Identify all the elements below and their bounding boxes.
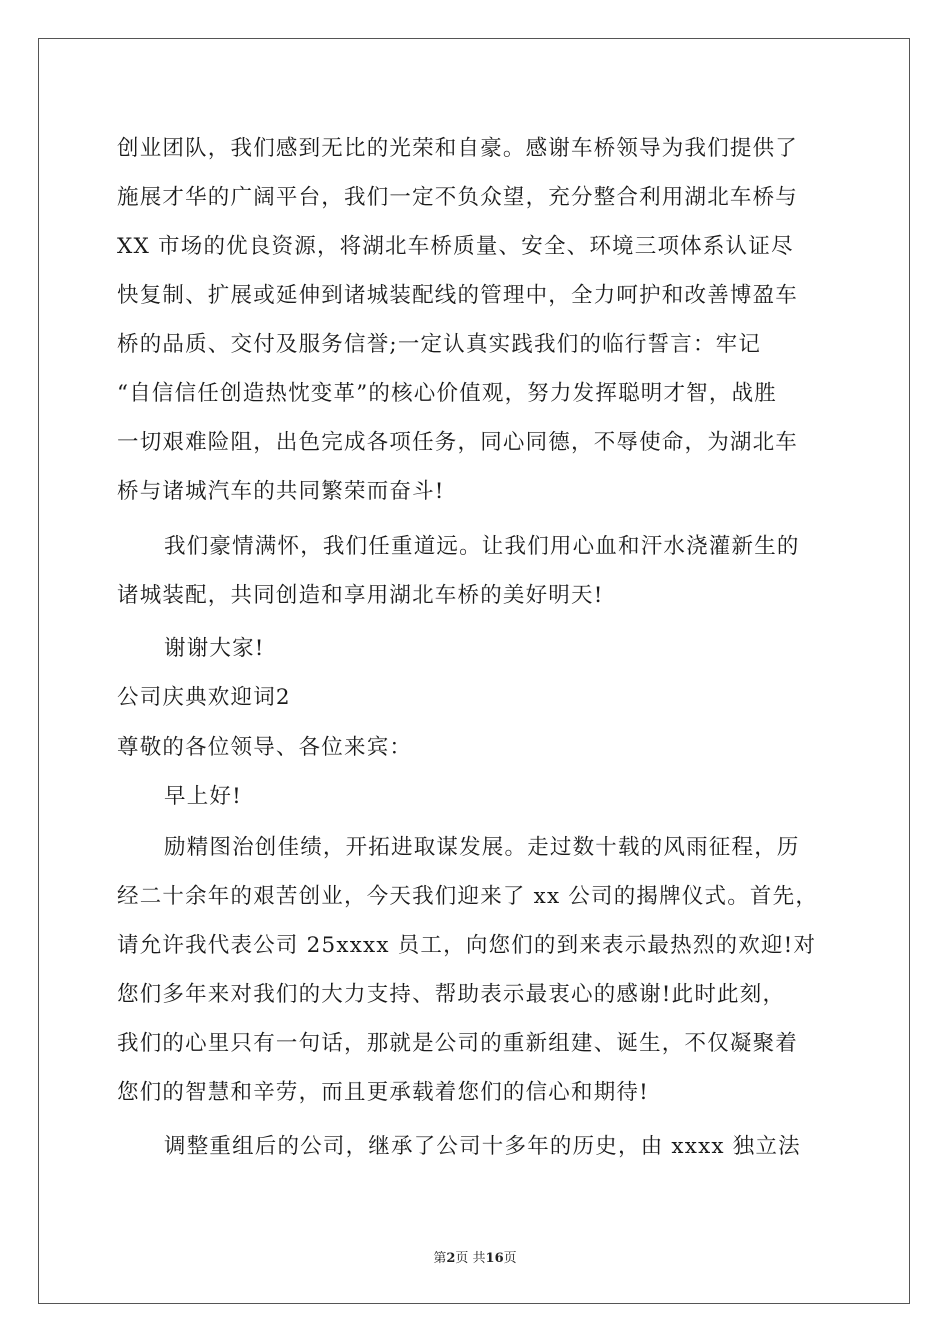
text-line: “自信信任创造热忱变革”的核心价值观，努力发挥聪明才智，战胜	[117, 381, 777, 406]
total-page-number: 16	[485, 1251, 504, 1266]
text-line: 我们豪情满怀，我们任重道远。让我们用心血和汗水浇灌新生的	[164, 534, 800, 559]
text-line: 施展才华的广阔平台，我们一定不负众望，充分整合利用湖北车桥与	[117, 185, 799, 210]
page-number-mid: 页 共	[455, 1251, 486, 1266]
current-page-number: 2	[446, 1251, 456, 1266]
text-line: 桥的品质、交付及服务信誉;一定认真实践我们的临行誓言：牢记	[117, 332, 762, 357]
text-line: 励精图治创佳绩，开拓进取谋发展。走过数十载的风雨征程，历	[164, 835, 800, 860]
salutation: 尊敬的各位领导、各位来宾：	[117, 735, 413, 760]
greeting: 早上好!	[164, 784, 242, 809]
page-number-prefix: 第	[433, 1251, 447, 1266]
text-line: 您们多年来对我们的大力支持、帮助表示最衷心的感谢!此时此刻，	[117, 982, 786, 1007]
text-line: 您们的智慧和辛劳，而且更承载着您们的信心和期待!	[117, 1080, 649, 1105]
text-line: 诸城装配，共同创造和享用湖北车桥的美好明天!	[117, 583, 604, 608]
section-heading: 公司庆典欢迎词2	[117, 685, 291, 710]
text-line: 请允许我代表公司 25xxxx 员工，向您们的到来表示最热烈的欢迎!对	[117, 933, 817, 958]
text-line: 快复制、扩展或延伸到诸城装配线的管理中，全力呵护和改善博盈车	[117, 283, 799, 308]
text-line: 调整重组后的公司，继承了公司十多年的历史，由 xxxx 独立法	[164, 1134, 801, 1159]
text-line: XX 市场的优良资源，将湖北车桥质量、安全、环境三项体系认证尽	[117, 234, 794, 259]
page-number-suffix: 页	[503, 1251, 517, 1266]
text-line: 谢谢大家!	[164, 636, 265, 661]
text-line: 桥与诸城汽车的共同繁荣而奋斗!	[117, 479, 445, 504]
text-line: 经二十余年的艰苦创业，今天我们迎来了 xx 公司的揭牌仪式。首先，	[117, 884, 819, 909]
text-line: 一切艰难险阻，出色完成各项任务，同心同德，不辱使命，为湖北车	[117, 430, 799, 455]
page-footer	[0, 1247, 950, 1266]
text-line: 创业团队，我们感到无比的光荣和自豪。感谢车桥领导为我们提供了	[117, 136, 799, 161]
text-line: 我们的心里只有一句话，那就是公司的重新组建、诞生，不仅凝聚着	[117, 1031, 799, 1056]
